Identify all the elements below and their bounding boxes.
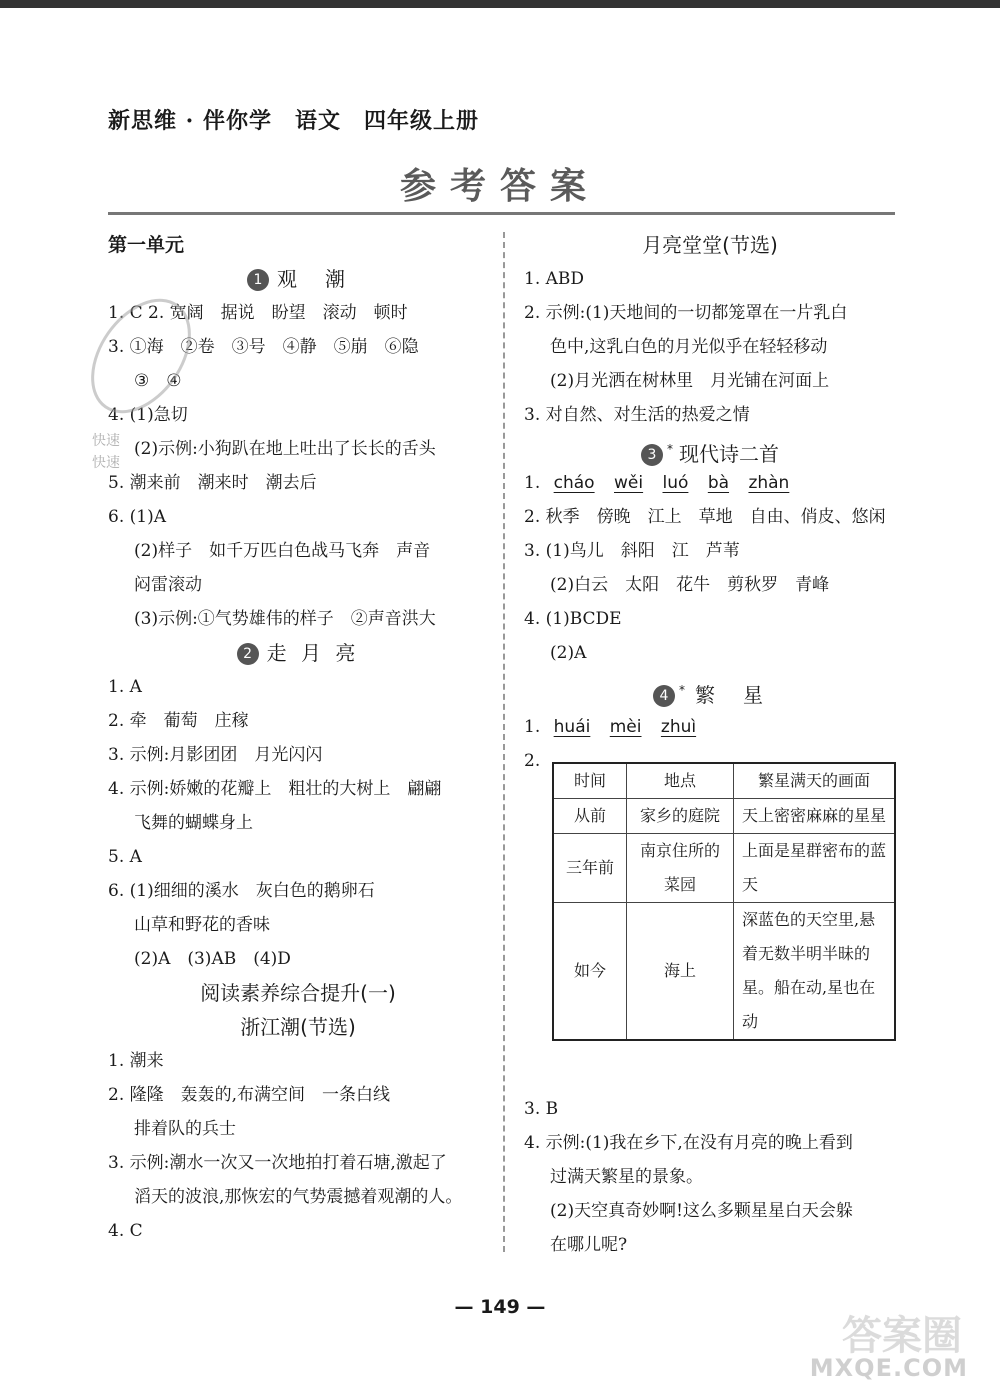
- answer-line: 5. A: [108, 847, 142, 867]
- title-divider: [108, 212, 895, 215]
- answer-line: (3)示例:①气势雄伟的样子 ②声音洪大: [134, 609, 436, 629]
- answer-line: 4. (1)急切: [108, 405, 188, 425]
- watermark-logo: [806, 1300, 986, 1388]
- table-cell: 从前: [553, 799, 627, 834]
- answer-line: (2)天空真奇妙啊!这么多颗星星白天会躲: [550, 1201, 853, 1221]
- top-border: [0, 0, 1000, 8]
- table-cell: 海上: [627, 903, 734, 1041]
- section-heading-reading: 阅读素养综合提升(一): [200, 981, 396, 1005]
- table-header-cell: 时间: [553, 763, 627, 799]
- after-table-block: [524, 1092, 896, 1262]
- answer-line: 2. 牵 葡萄 庄稼: [108, 711, 249, 731]
- table-row: [553, 799, 895, 834]
- column-divider: [503, 232, 505, 1252]
- section-subheading: 浙江潮(节选): [240, 1015, 356, 1039]
- answer-line: 1. C 2. 宽阔 据说 盼望 滚动 顿时: [108, 303, 408, 323]
- answer-line: 3. (1)鸟儿 斜阳 江 芦苇: [524, 541, 740, 561]
- section-title: 繁 星: [695, 683, 767, 707]
- answer-line: (2)示例:小狗趴在地上吐出了长长的舌头: [134, 439, 436, 459]
- book-title: 新思维 · 伴你学 语文 四年级上册: [108, 108, 479, 134]
- answer-line: 3. 示例:月影团团 月光闪闪: [108, 745, 323, 765]
- answer-line: (2)样子 如千万匹白色战马飞奔 声音: [134, 541, 431, 561]
- pinyin-answer-line: [524, 710, 896, 744]
- answer-line: 在哪儿呢?: [550, 1235, 628, 1255]
- answer-line: 6. (1)A: [108, 507, 166, 527]
- table-cell: 如今: [553, 903, 627, 1041]
- lesson-number-badge: 1: [247, 269, 269, 291]
- section-title: 走 月 亮: [266, 641, 360, 665]
- answer-line: (2)A: [550, 643, 587, 663]
- pinyin-word: wěi: [614, 473, 644, 493]
- answer-line: 滔天的波浪,那恢宏的气势震撼着观潮的人。: [134, 1187, 463, 1207]
- lesson-number-badge: 4: [653, 685, 675, 707]
- answer-line: 闷雷滚动: [134, 575, 202, 595]
- faint-stamp-text: 快速: [92, 455, 120, 471]
- faint-stamp-text: 快速: [92, 433, 120, 449]
- circular-stamp-mark: [76, 286, 206, 426]
- watermark-text: 答案圈: [842, 1313, 962, 1359]
- question-number: 1.: [524, 717, 541, 737]
- answer-line: 2. 示例:(1)天地间的一切都笼罩在一片乳白: [524, 303, 848, 323]
- table-cell: 南京住所的菜园: [627, 834, 734, 903]
- answer-line: 2. 隆隆 轰轰的,布满空间 一条白线: [108, 1085, 391, 1105]
- star-mark: *: [667, 442, 673, 456]
- section-title: 观 潮: [277, 267, 349, 291]
- answer-line: 过满天繁星的景象。: [550, 1167, 703, 1187]
- answer-line: 3. 示例:潮水一次又一次地拍打着石塘,激起了: [108, 1153, 447, 1173]
- answer-line: 1. A: [108, 677, 142, 697]
- answer-line: (2)白云 太阳 花牛 剪秋罗 青峰: [550, 575, 830, 595]
- answer-line: ③ ④: [134, 371, 182, 391]
- table-header-cell: 繁星满天的画面: [734, 763, 896, 799]
- answer-line: (2)月光洒在树林里 月光铺在河面上: [550, 371, 830, 391]
- answer-line: 3. B: [524, 1099, 559, 1119]
- answer-line: 4. (1)BCDE: [524, 609, 622, 629]
- answer-line: 1. 潮来: [108, 1051, 164, 1071]
- answer-line: 飞舞的蝴蝶身上: [134, 813, 253, 833]
- pinyin-word: huái: [553, 717, 591, 737]
- watermark-url: MXQE.COM: [809, 1354, 968, 1382]
- table-cell: 家乡的庭院: [627, 799, 734, 834]
- answer-line: 3. ①海 ②卷 ③号 ④静 ⑤崩 ⑥隐: [108, 337, 419, 357]
- pinyin-answer-line: [524, 466, 896, 500]
- right-column: [524, 228, 896, 1255]
- answer-line: 4. 示例:(1)我在乡下,在没有月亮的晚上看到: [524, 1133, 853, 1153]
- answer-table: [552, 762, 896, 1041]
- lesson-number-badge: 3: [641, 444, 663, 466]
- pinyin-word: luó: [662, 473, 689, 493]
- table-header-cell: 地点: [627, 763, 734, 799]
- pinyin-word: zhuì: [660, 717, 697, 737]
- star-mark: *: [679, 683, 689, 697]
- section-heading-poems: [524, 432, 896, 466]
- table-row: [553, 903, 895, 1041]
- page-title: 参考答案: [399, 166, 600, 207]
- answer-line: 2. 秋季 傍晚 江上 草地 自由、俏皮、悠闲: [524, 507, 886, 527]
- table-header-row: [553, 763, 895, 799]
- answer-line: 3. 对自然、对生活的热爱之情: [524, 405, 750, 425]
- table-cell: 三年前: [553, 834, 627, 903]
- answer-line: 色中,这乳白色的月光似乎在轻轻移动: [550, 337, 828, 357]
- lesson-number-badge: 2: [237, 643, 259, 665]
- pinyin-word: mèi: [609, 717, 642, 737]
- answer-line: 1. ABD: [524, 269, 585, 289]
- table-cell: 上面是星群密布的蓝天: [734, 834, 896, 903]
- answer-line: 6. (1)细细的溪水 灰白色的鹅卵石: [108, 881, 375, 901]
- section-heading-zouyueliang: [108, 636, 488, 670]
- section-heading-yueliang: 月亮堂堂(节选): [642, 233, 778, 257]
- question-number: 1.: [524, 473, 541, 493]
- pinyin-word: bà: [707, 473, 730, 493]
- table-row: [553, 834, 895, 903]
- answer-line: 2.: [524, 751, 541, 771]
- section-heading-fanxing: [524, 670, 896, 710]
- table-cell: 深蓝色的天空里,悬着无数半明半昧的星。船在动,星也在动: [734, 903, 896, 1041]
- answer-line: 山草和野花的香味: [134, 915, 270, 935]
- page-number: — 149 —: [454, 1296, 546, 1318]
- pinyin-word: zhàn: [748, 473, 790, 493]
- pinyin-word: cháo: [553, 473, 595, 493]
- answer-line: 4. 示例:娇嫩的花瓣上 粗壮的大树上 翩翩: [108, 779, 442, 799]
- section-title: 现代诗二首: [679, 442, 779, 466]
- answer-line: 5. 潮来前 潮来时 潮去后: [108, 473, 317, 493]
- answer-line: 4. C: [108, 1221, 143, 1241]
- answer-line: 排着队的兵士: [134, 1119, 236, 1139]
- table-cell: 天上密密麻麻的星星: [734, 799, 896, 834]
- unit-heading: 第一单元: [108, 234, 185, 256]
- answer-line: (2)A (3)AB (4)D: [134, 949, 291, 969]
